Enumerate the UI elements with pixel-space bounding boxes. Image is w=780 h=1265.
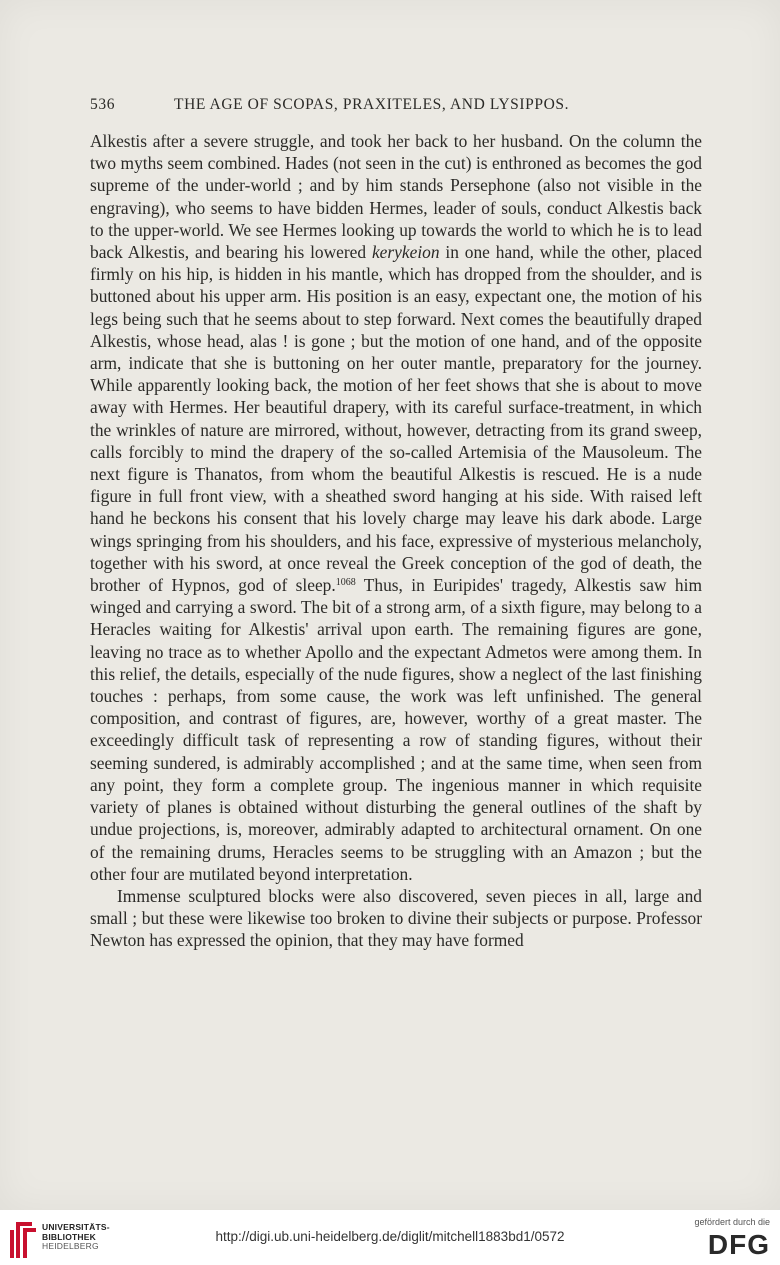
- paragraph-text: in one hand, while the other, placed firmly on his hip, is hidden in his mantle, which has dropped from the shoulder, and is buttoned about his upper arm. His position is an easy, expectant one, the motion of his legs being such that he seems about to step forward. Next comes the beautifully draped Alkestis, whose head, alas ! is gone ; but the motion of one hand, and of the opposite arm, indicate that she is buttoning on her outer mantle, preparatory for the journey. While apparently looking back, the motion of her feet shows that she is about to move away with Hermes. Her beautiful drapery, with its careful surface-treatment, in which the wrinkles of nature are mirrored, without, however, detracting from its grand sweep, calls forcibly to mind the drapery of the so-called Artemisia of the Mausoleum. The next figure is Thanatos, from whom the beautiful Alkestis is rescued. He is a nude figure in full front view, with a sheathed sword hanging at his side. With raised left hand he beckons his consent that his lovely charge may leave his dark abode. Large wings springing from his shoulders, and his face, expressive of mysterious melancholy, together with his sword, at once reveal the Greek conception of the god of death, the brother of Hypnos, god of sleep.: [90, 242, 702, 596]
- paragraph: [90, 130, 702, 885]
- viewer-footer: [0, 1210, 780, 1265]
- library-name-line: BIBLIOTHEK: [42, 1231, 96, 1242]
- dfg-logo-icon: DFG: [707, 1229, 770, 1260]
- running-title: THE AGE OF SCOPAS, PRAXITELES, AND LYSIPPOS.: [174, 96, 570, 113]
- paragraph-text: Thus, in Euripides' tragedy, Alkestis saw him winged and carrying a sword. The bit of a strong arm, of a sixth figure, may belong to a Heracles waiting for Alkestis' arrival upon earth. The remaining figures are gone, leaving no trace as to whether Apollo and the expectant Admetos were among them. In this relief, the details, especially of the nude figures, show a neglect of the last finishing touches : perhaps, from some cause, the work was left unfinished. The general composition, and contrast of figures, are, however, worthy of a great master. The exceedingly difficult task of representing a row of standing figures, without their seeming sundered, is admirably accomplished ; and at the same time, when seen from any point, they form a complete group. The ingenious manner in which requisite variety of planes is obtained without disturbing the general outlines of the shaft by undue projections, is, moreover, admirably adapted to architectural ornament. On one of the remaining drums, Heracles seems to be struggling with an Amazon ; but the other four are mutilated beyond interpretation.: [90, 575, 702, 884]
- footnote-marker[interactable]: 1068: [335, 577, 356, 589]
- paragraph-text: Immense sculptured blocks were also discovered, seven pieces in all, large and small ; but these were likewise too broken to divine their subjects or purpose. Professor Newton has expressed the opinion, that they may have formed: [90, 885, 702, 951]
- paragraph: [90, 885, 702, 952]
- page-number: 536: [90, 96, 116, 113]
- italic-term: kerykeion: [371, 242, 440, 263]
- permalink-url[interactable]: http://digi.ub.uni-heidelberg.de/diglit/mitchell1883bd1/0572: [215, 1229, 565, 1244]
- library-name-line: UNIVERSITÄTS-: [42, 1222, 110, 1232]
- library-name-line: HEIDELBERG: [42, 1241, 99, 1251]
- running-head: [90, 96, 700, 120]
- body-text: [90, 130, 702, 952]
- sponsor-label: gefördert durch die: [694, 1217, 770, 1227]
- paragraph-text: Alkestis after a severe struggle, and took her back to her husband. On the column the two myths seem combined. Hades (not seen in the cut) is enthroned as becomes the god supreme of the under-world ; and by him stands Persephone (also not visible in the engraving), who seems to have bidden Hermes, leader of souls, conduct Alkestis back to the upper-world. We see Hermes looking up towards the world to which he is to lead back Alkestis, and bearing his lowered: [90, 131, 702, 263]
